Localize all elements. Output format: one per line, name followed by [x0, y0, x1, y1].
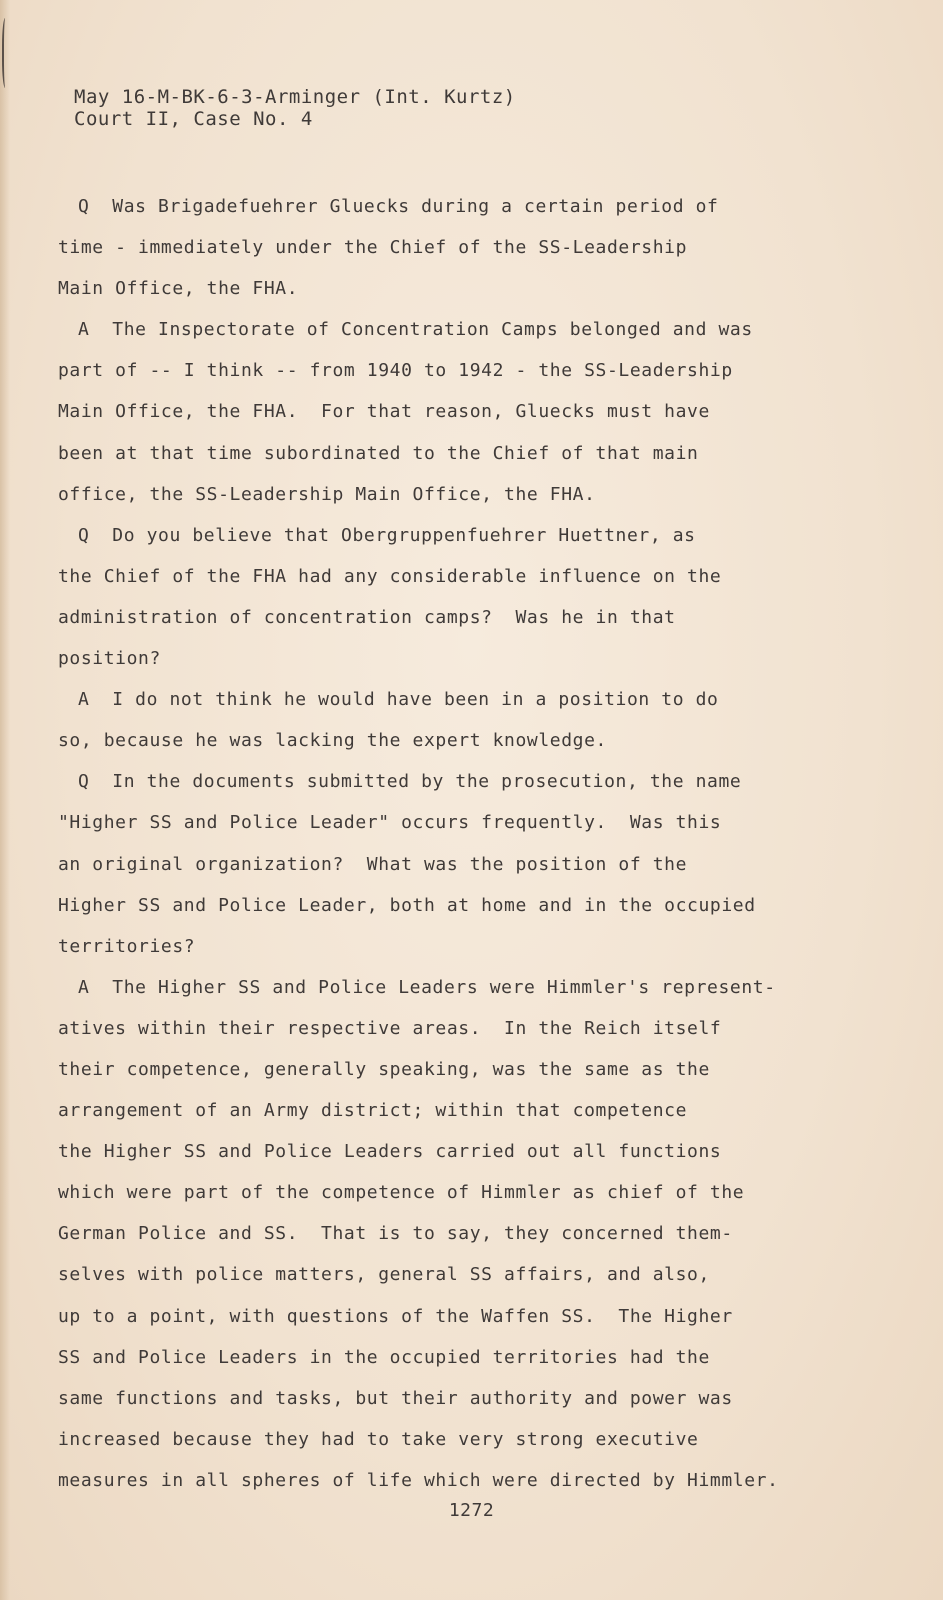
- text-line: same functions and tasks, but their authority and power was: [58, 1387, 733, 1409]
- text-line: office, the SS-Leadership Main Office, the FHA.: [58, 483, 596, 505]
- text-line: territories?: [58, 935, 196, 957]
- text-line: SS and Police Leaders in the occupied territories had the: [58, 1346, 710, 1368]
- text-line: Main Office, the FHA.: [58, 278, 299, 300]
- text-line: selves with police matters, general SS affairs, and also,: [58, 1264, 710, 1286]
- text-line: administration of concentration camps? Was he in that: [58, 606, 676, 628]
- text-line: been at that time subordinated to the Chief of that main: [58, 442, 699, 464]
- page-number: 1272: [448, 1500, 495, 1521]
- document-header: [74, 86, 516, 130]
- text-line: increased because they had to take very strong executive: [58, 1428, 699, 1450]
- text-line: Main Office, the FHA. For that reason, Gluecks must have: [58, 401, 710, 423]
- text-line: the Chief of the FHA had any considerable influence on the: [58, 565, 722, 587]
- text-line: Q Was Brigadefuehrer Gluecks during a certain period of: [78, 196, 719, 217]
- text-line: "Higher SS and Police Leader" occurs frequently. Was this: [58, 812, 722, 834]
- text-line: their competence, generally speaking, was the same as the: [58, 1058, 710, 1080]
- header-line-2: Court II, Case No. 4: [74, 108, 313, 130]
- transcript-body: [58, 186, 888, 1501]
- text-line: atives within their respective areas. In the Reich itself: [58, 1017, 722, 1039]
- text-line: so, because he was lacking the expert knowledge.: [58, 730, 607, 752]
- text-line: A I do not think he would have been in a position to do: [78, 689, 719, 711]
- text-line: German Police and SS. That is to say, they concerned them-: [58, 1223, 733, 1245]
- text-line: an original organization? What was the position of the: [58, 853, 688, 875]
- text-line: Q In the documents submitted by the prosecution, the name: [78, 771, 742, 793]
- text-line: Q Do you believe that Obergruppenfuehrer Huettner, as: [78, 524, 696, 546]
- text-line: A The Inspectorate of Concentration Camps belonged and was: [78, 319, 753, 341]
- text-line: up to a point, with questions of the Waffen SS. The Higher: [58, 1305, 733, 1327]
- text-line: A The Higher SS and Police Leaders were Himmler's represent-: [78, 976, 776, 998]
- text-line: part of -- I think -- from 1940 to 1942 - the SS-Leadership: [58, 360, 733, 382]
- text-line: Higher SS and Police Leader, both at home and in the occupied: [58, 894, 756, 916]
- page-edge-shadow: [0, 0, 10, 1600]
- text-line: measures in all spheres of life which were directed by Himmler.: [58, 1469, 779, 1491]
- torn-edge-mark: [2, 18, 10, 88]
- text-line: time - immediately under the Chief of the SS-Leadership: [58, 237, 688, 259]
- header-line-1: May 16-M-BK-6-3-Arminger (Int. Kurtz): [74, 86, 516, 108]
- text-line: the Higher SS and Police Leaders carried out all functions: [58, 1141, 722, 1163]
- text-line: position?: [58, 648, 161, 670]
- text-line: which were part of the competence of Himmler as chief of the: [58, 1182, 745, 1204]
- text-line: arrangement of an Army district; within that competence: [58, 1100, 688, 1122]
